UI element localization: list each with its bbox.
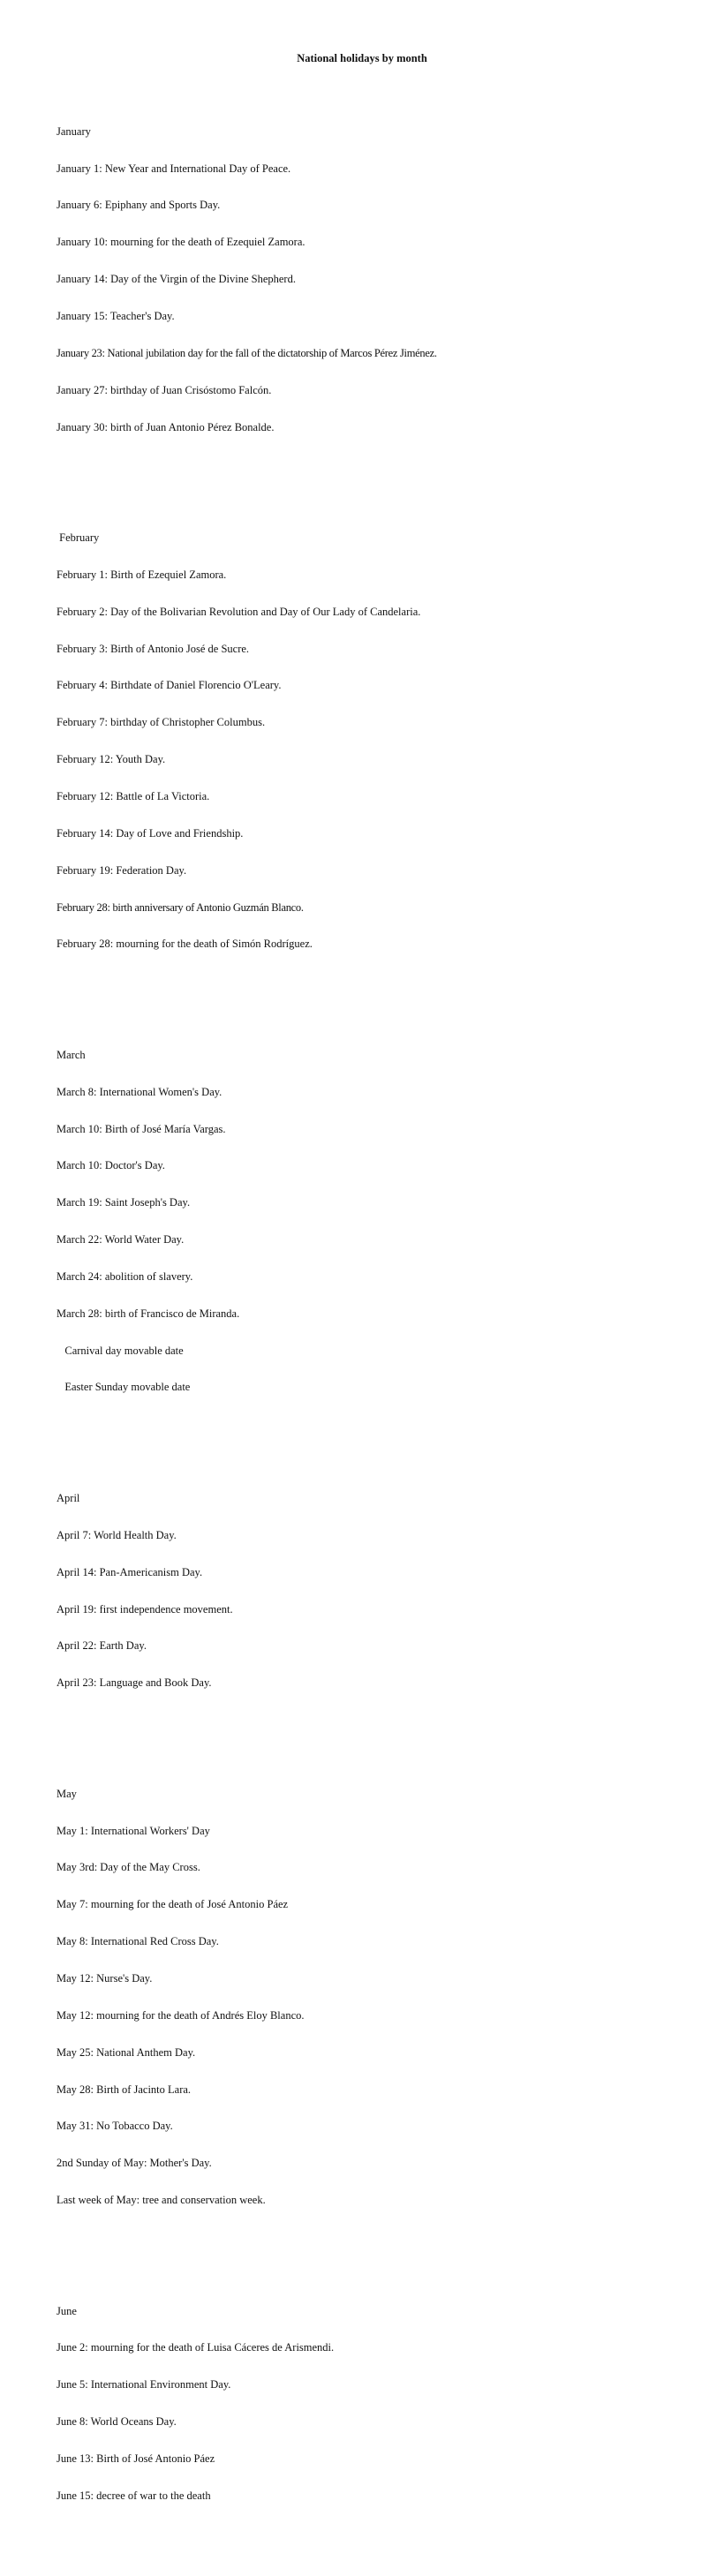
holiday-line: June 13: Birth of José Antonio Páez	[57, 2452, 215, 2465]
holiday-line: June 15: decree of war to the death	[57, 2489, 211, 2502]
holiday-line: March 8: International Women's Day.	[57, 1085, 222, 1098]
holiday-line: May 1: International Workers' Day	[57, 1824, 210, 1837]
month-section-may	[57, 1764, 657, 2232]
holiday-line: January 27: birthday of Juan Crisóstomo Falcón.	[57, 383, 272, 396]
holiday-line: February 1: Birth of Ezequiel Zamora.	[57, 568, 227, 581]
holiday-line: January 23: National jubilation day for the fall of the dictatorship of Marcos Pérez Jiménez.	[57, 346, 437, 359]
holiday-line: April 22: Earth Day.	[57, 1639, 147, 1653]
holiday-line: May 12: Nurse's Day.	[57, 1972, 153, 1985]
holiday-line: February 4: Birthdate of Daniel Florencio O'Leary.	[57, 679, 282, 692]
holiday-line: February 2: Day of the Bolivarian Revolution and Day of Our Lady of Candelaria.	[57, 605, 421, 618]
holiday-line: February 19: Federation Day.	[57, 863, 187, 877]
month-heading: June	[57, 2304, 77, 2317]
holiday-line: January 6: Epiphany and Sports Day.	[57, 199, 221, 212]
holiday-line: March 10: Birth of José María Vargas.	[57, 1122, 226, 1135]
month-section-april	[57, 1468, 657, 1714]
holiday-line: May 25: National Anthem Day.	[57, 2045, 196, 2059]
holiday-line: June 2: mourning for the death of Luisa Cáceres de Arismendi.	[57, 2341, 335, 2354]
holiday-line: January 30: birth of Juan Antonio Pérez Bonalde.	[57, 420, 275, 433]
holiday-line: January 14: Day of the Virgin of the Divine Shepherd.	[57, 273, 296, 286]
holiday-line: May 28: Birth of Jacinto Lara.	[57, 2083, 192, 2096]
month-section-february	[57, 508, 657, 975]
holiday-line: February 7: birthday of Christopher Columbus.	[57, 716, 266, 729]
holiday-line: March 24: abolition of slavery.	[57, 1269, 193, 1283]
month-section-january	[57, 102, 657, 459]
document-body	[57, 64, 657, 2576]
holiday-line: Last week of May: tree and conservation week.	[57, 2194, 266, 2207]
holiday-line: April 23: Language and Book Day.	[57, 1676, 212, 1690]
month-heading: May	[57, 1787, 77, 1800]
holiday-line: June 8: World Oceans Day.	[57, 2415, 177, 2429]
holiday-line: Easter Sunday movable date	[57, 1381, 191, 1394]
holiday-line: April 14: Pan-Americanism Day.	[57, 1565, 203, 1578]
holiday-line: May 12: mourning for the death of Andrés Eloy Blanco.	[57, 2008, 305, 2022]
month-heading: March	[57, 1048, 86, 1061]
holiday-line: March 10: Doctor's Day.	[57, 1159, 165, 1172]
holiday-line: April 19: first independence movement.	[57, 1602, 233, 1616]
holiday-line: April 7: World Health Day.	[57, 1528, 177, 1541]
holiday-line: February 12: Battle of La Victoria.	[57, 789, 210, 802]
holiday-line: May 3rd: Day of the May Cross.	[57, 1861, 200, 1874]
document-title: National holidays by month	[297, 52, 427, 64]
month-heading: January	[57, 124, 91, 138]
holiday-line: March 19: Saint Joseph's Day.	[57, 1196, 191, 1209]
holiday-line: Carnival day movable date	[57, 1344, 184, 1357]
month-heading: February	[57, 531, 100, 545]
holiday-line: January 10: mourning for the death of Ezequiel Zamora.	[57, 236, 305, 249]
month-section-march	[57, 1025, 657, 1419]
holiday-line: 2nd Sunday of May: Mother's Day.	[57, 2157, 212, 2170]
holiday-line: June 5: International Environment Day.	[57, 2378, 231, 2391]
holiday-line: February 12: Youth Day.	[57, 753, 166, 766]
month-heading: April	[57, 1492, 80, 1505]
holiday-line: February 3: Birth of Antonio José de Sucre.	[57, 642, 250, 655]
holiday-line: January 1: New Year and International Day of Peace.	[57, 162, 291, 175]
month-section-june	[57, 2281, 657, 2527]
holiday-line: May 31: No Tobacco Day.	[57, 2120, 173, 2133]
holiday-line: May 8: International Red Cross Day.	[57, 1935, 219, 1948]
holiday-line: February 14: Day of Love and Friendship.	[57, 826, 244, 840]
holiday-line: January 15: Teacher's Day.	[57, 309, 175, 322]
holiday-line: March 22: World Water Day.	[57, 1233, 185, 1247]
holiday-line: February 28: birth anniversary of Antonio Guzmán Blanco.	[57, 900, 304, 914]
holiday-line: May 7: mourning for the death of José Antonio Páez	[57, 1898, 289, 1911]
holiday-line: February 28: mourning for the death of Simón Rodríguez.	[57, 938, 313, 951]
holiday-line: March 28: birth of Francisco de Miranda.	[57, 1307, 240, 1320]
